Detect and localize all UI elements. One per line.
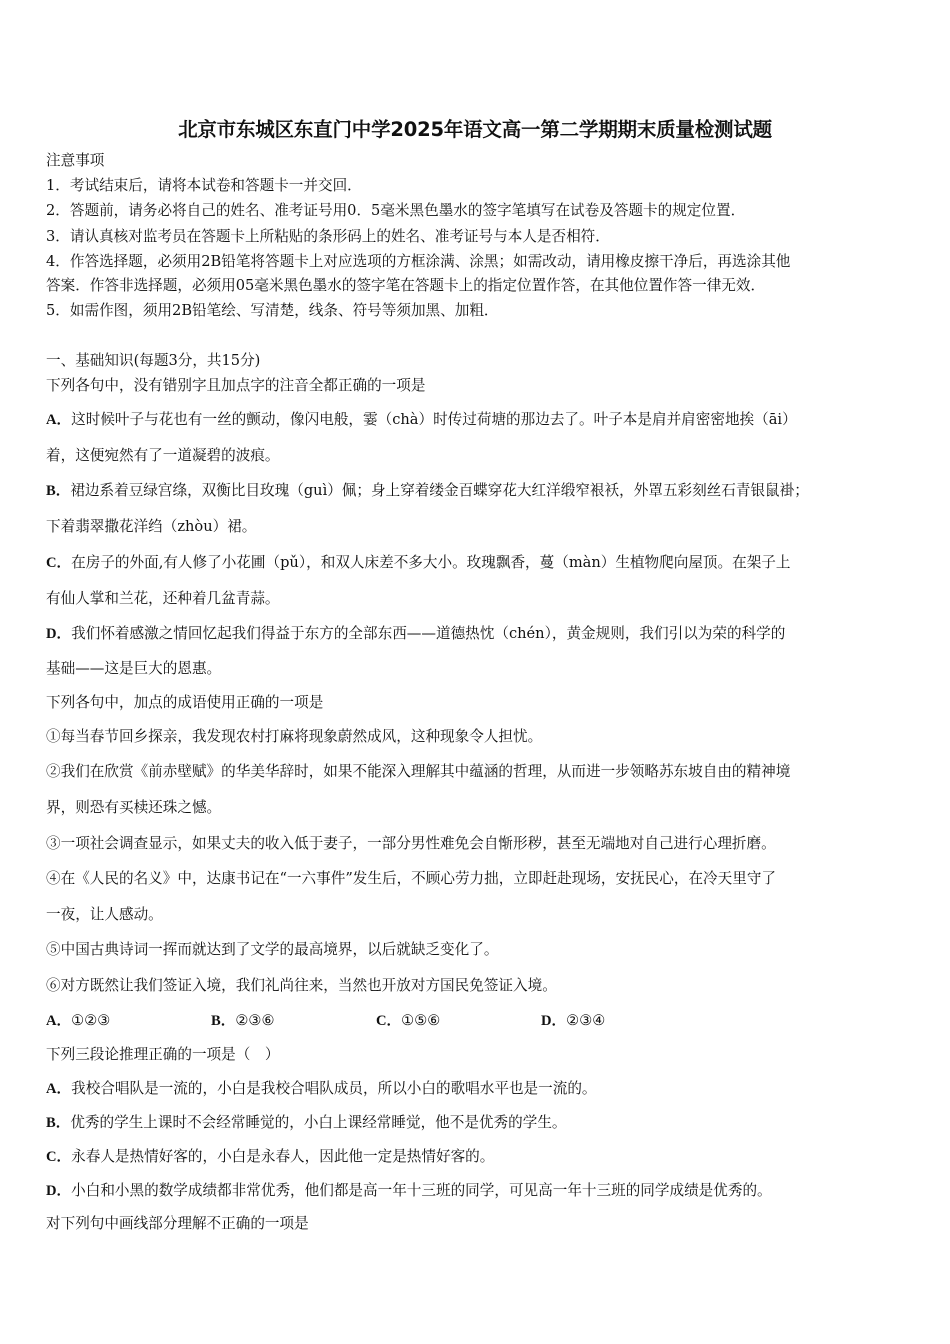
option-letter: D．: [46, 626, 72, 642]
notice-item-4: 4．作答选择题，必须用2B铅笔将答题卡上对应选项的方框涂满、涂黑；如需改动，请用橡皮擦干净后，再选涂其他: [46, 253, 791, 270]
q2-sentence-2: ②我们在欣赏《前赤壁赋》的华美华辞时，如果不能深入理解其中蕴涵的哲理，从而进一步领略苏东坡自由的精神境: [46, 763, 791, 780]
q2-sentence-6: ⑥对方既然让我们签证入境，我们礼尚往来，当然也开放对方国民免签证入境。: [46, 977, 557, 994]
option-letter: A．: [46, 1013, 72, 1029]
q1-option-a: [46, 410, 797, 430]
option-letter: B．: [46, 483, 71, 499]
q3-option-b-text: 优秀的学生上课时不会经常睡觉的，小白上课经常睡觉，他不是优秀的学生。: [70, 1114, 567, 1131]
notice-heading: 注意事项: [46, 152, 105, 169]
option-letter: C．: [46, 555, 72, 571]
notice-item-1: 1．考试结束后，请将本试卷和答题卡一并交回．: [46, 177, 362, 194]
option-letter: C．: [376, 1013, 402, 1029]
q3-option-d: [46, 1181, 772, 1201]
option-letter: A．: [46, 1081, 72, 1097]
q1-option-c-text: 在房子的外面,有人修了小花圃（pǔ），和双人床差不多大小。玫瑰飘香，蔓（màn）生植物爬向屋顶。在架子上: [71, 554, 791, 571]
q2-option-c-text: ①⑤⑥: [401, 1012, 441, 1029]
q2-sentence-3: ③一项社会调查显示，如果丈夫的收入低于妻子，一部分男性难免会自惭形秽，甚至无端地对自己进行心理折磨。: [46, 835, 776, 852]
q2-sentence-5: ⑤中国古典诗词一挥而就达到了文学的最高境界，以后就缺乏变化了。: [46, 941, 499, 958]
q3-option-b: [46, 1113, 567, 1133]
notice-item-3: 3．请认真核对监考员在答题卡上所粘贴的条形码上的姓名、准考证号与本人是否相符．: [46, 228, 610, 245]
q2-stem: 下列各句中，加点的成语使用正确的一项是: [46, 694, 324, 711]
q3-option-c-text: 永春人是热情好客的，小白是永春人，因此他一定是热情好客的。: [71, 1148, 495, 1165]
q1-option-b: [46, 481, 809, 501]
q1-option-b-text: 裙边系着豆绿宫绦，双衡比目玫瑰（guì）佩；身上穿着缕金百蝶穿花大红洋缎窄裉袄，外罩五彩刻丝石青银鼠褂；: [70, 482, 809, 499]
q1-option-d: [46, 624, 785, 644]
q2-option-b-text: ②③⑥: [235, 1012, 275, 1029]
q1-option-b-cont: 下着翡翠撒花洋绉（zhòu）裙。: [46, 518, 257, 535]
q1-option-a-text: 这时候叶子与花也有一丝的颤动，像闪电般，霎（chà）时传过荷塘的那边去了。叶子本是肩并肩密密地挨（āi）: [71, 411, 797, 428]
q1-option-c-cont: 有仙人掌和兰花，还种着几盆青蒜。: [46, 590, 280, 607]
q1-option-d-cont: 基础——这是巨大的恩惠。: [46, 660, 222, 677]
page-title: 北京市东城区东直门中学2025年语文高一第二学期期末质量检测试题: [178, 118, 772, 141]
q3-option-a-text: 我校合唱队是一流的，小白是我校合唱队成员，所以小白的歌唱水平也是一流的。: [71, 1080, 597, 1097]
q2-sentence-4-cont: 一夜，让人感动。: [46, 906, 163, 923]
option-letter: B．: [211, 1013, 236, 1029]
q2-option-d-text: ②③④: [566, 1012, 606, 1029]
q2-sentence-1: ①每当春节回乡探亲，我发现农村打麻将现象蔚然成风，这种现象令人担忧。: [46, 728, 543, 745]
q2-option-b: [211, 1011, 275, 1031]
q2-option-d: [541, 1011, 605, 1031]
section-heading: 一、基础知识(每题3分，共15分): [46, 352, 261, 369]
notice-item-4-cont: 答案．作答非选择题，必须用05毫米黑色墨水的签字笔在答题卡上的指定位置作答，在其他位置作答一律无效．: [46, 277, 766, 294]
q1-option-c: [46, 553, 790, 573]
option-letter: A．: [46, 412, 72, 428]
q3-option-a: [46, 1079, 597, 1099]
q4-stem: 对下列句中画线部分理解不正确的一项是: [46, 1215, 309, 1232]
q3-option-c: [46, 1147, 494, 1167]
q2-sentence-4: ④在《人民的名义》中，达康书记在“一六事件”发生后，不顾心劳力拙，立即赶赴现场，安抚民心，在冷天里守了: [46, 870, 777, 887]
q3-stem: 下列三段论推理正确的一项是（ ）: [46, 1046, 280, 1063]
q2-sentence-2-cont: 界，则恐有买椟还珠之憾。: [46, 799, 222, 816]
q3-option-d-text: 小白和小黑的数学成绩都非常优秀，他们都是高一年十三班的同学，可见高一年十三班的同学成绩是优秀的。: [71, 1182, 772, 1199]
notice-item-5: 5．如需作图，须用2B铅笔绘、写清楚，线条、符号等须加黑、加粗．: [46, 302, 499, 319]
q1-option-d-text: 我们怀着感激之情回忆起我们得益于东方的全部东西——道德热忱（chén），黄金规则，我们引以为荣的科学的: [71, 625, 786, 642]
q1-stem: 下列各句中，没有错别字且加点字的注音全都正确的一项是: [46, 377, 426, 394]
q2-option-c: [376, 1011, 440, 1031]
option-letter: D．: [46, 1183, 72, 1199]
option-letter: B．: [46, 1115, 71, 1131]
option-letter: C．: [46, 1149, 72, 1165]
q1-option-a-cont: 着，这便宛然有了一道凝碧的波痕。: [46, 447, 280, 464]
notice-item-2: 2．答题前，请务必将自己的姓名、准考证号用0．5毫米黑色墨水的签字笔填写在试卷及答题卡的规定位置．: [46, 202, 746, 219]
q2-option-a: [46, 1011, 110, 1031]
q2-option-a-text: ①②③: [71, 1012, 111, 1029]
option-letter: D．: [541, 1013, 567, 1029]
